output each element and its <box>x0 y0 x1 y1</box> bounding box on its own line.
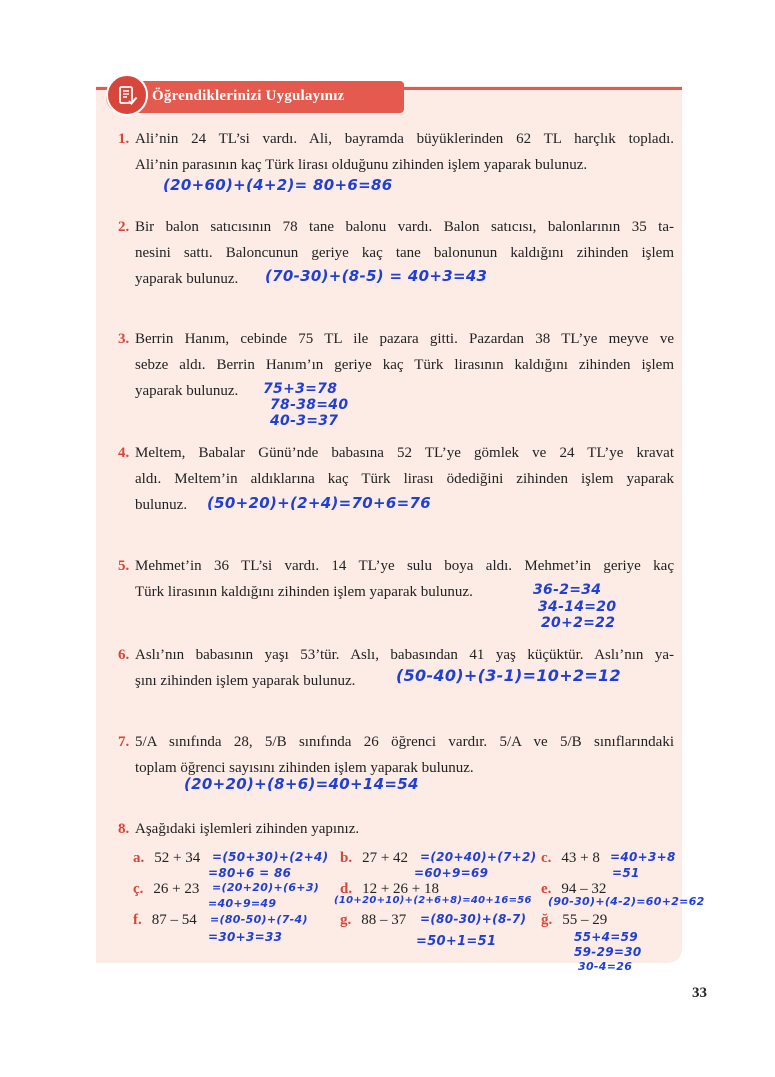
question-number: 8. <box>118 821 130 837</box>
question-text: Meltem, Babalar Günü’nde babasına 52 TL’ye gömlek ve 24 TL’ye kravat <box>135 445 674 461</box>
handwritten-answer: =51 <box>612 866 640 880</box>
worksheet-check-icon <box>106 74 148 116</box>
subproblem-expression: 27 + 42 <box>362 850 409 866</box>
question-text: yaparak bulunuz. <box>135 383 239 399</box>
handwritten-answer: (70-30)+(8-5) = 40+3=43 <box>265 267 488 285</box>
question-text: bulunuz. <box>135 497 188 513</box>
question-text: Berrin Hanım, cebinde 75 TL ile pazara gitti. Pazardan 38 TL’ye meyve ve <box>135 331 674 347</box>
question-1 <box>118 126 674 178</box>
subproblem-expression: 55 – 29 <box>562 912 608 928</box>
handwritten-answer: =60+9=69 <box>414 866 489 880</box>
question-text: Bir balon satıcısının 78 tane balonu vardı. Balon satıcısı, balonlarının 35 ta- <box>135 219 674 235</box>
handwritten-answer: =(80-30)+(8-7) <box>420 912 527 926</box>
question-text: Aslı’nın babasının yaşı 53’tür. Aslı, babasından 41 yaş küçüktür. Aslı’nın ya- <box>135 647 674 663</box>
handwritten-answer: 78-38=40 <box>270 397 349 413</box>
question-text: Ali’nin parasının kaç Türk lirası olduğunu zihinden işlem yaparak bulunuz. <box>135 157 588 173</box>
handwritten-answer: (20+60)+(4+2)= 80+6=86 <box>163 176 393 194</box>
question-number: 6. <box>118 647 130 663</box>
subproblem-expression: 52 + 34 <box>154 850 201 866</box>
question-text: şını zihinden işlem yaparak bulunuz. <box>135 673 356 689</box>
subproblem-c <box>541 850 600 867</box>
subproblem-b <box>340 850 408 867</box>
handwritten-answer: =80+6 = 86 <box>208 866 292 880</box>
handwritten-answer: =40+9=49 <box>208 897 277 910</box>
question-7 <box>118 729 674 781</box>
subproblem-letter: f. <box>133 912 142 928</box>
subproblem-expression: 94 – 32 <box>561 881 607 897</box>
handwritten-answer: =(20+40)+(7+2) <box>420 850 537 864</box>
handwritten-answer: =(50+30)+(2+4) <box>212 850 329 864</box>
question-number: 5. <box>118 558 130 574</box>
handwritten-answer: 20+2=22 <box>541 615 616 631</box>
question-number: 7. <box>118 734 130 750</box>
subproblem-expression: 87 – 54 <box>151 912 197 928</box>
subproblem-letter: ğ. <box>541 912 553 928</box>
handwritten-answer: (50-40)+(3-1)=10+2=12 <box>396 666 621 685</box>
question-number: 1. <box>118 131 130 147</box>
question-text: Ali’nin 24 TL’si vardı. Ali, bayramda büyüklerinden 62 TL harçlık topladı. <box>135 131 674 147</box>
handwritten-answer: (90-30)+(4-2)=60+2=62 <box>548 895 705 908</box>
section-title: Öğrendiklerinizi Uygulayınız <box>152 88 345 104</box>
subproblem-letter: b. <box>340 850 353 866</box>
question-text: Mehmet’in 36 TL’si vardı. 14 TL’ye sulu boya aldı. Mehmet’in geriye kaç <box>135 558 674 574</box>
subproblem-letter: g. <box>340 912 352 928</box>
subproblem-g <box>340 912 406 929</box>
question-text: nesini sattı. Baloncunun geriye kaç tane balonunun kaldığını zihinden işlem <box>135 245 674 261</box>
question-text: toplam öğrenci sayısını zihinden işlem yaparak bulunuz. <box>135 760 474 776</box>
subproblem-expression: 26 + 23 <box>153 881 200 897</box>
question-text: 5/A sınıfında 28, 5/B sınıfında 26 öğrenci vardır. 5/A ve 5/B sınıflarındaki <box>135 734 674 750</box>
handwritten-answer: (10+20+10)+(2+6+8)=40+16=56 <box>334 895 532 906</box>
subproblem-g-breve <box>541 912 607 929</box>
subproblem-a <box>133 850 200 867</box>
subproblem-expression: 88 – 37 <box>361 912 407 928</box>
handwritten-answer: (20+20)+(8+6)=40+14=54 <box>184 775 419 793</box>
question-number: 4. <box>118 445 130 461</box>
question-number: 2. <box>118 219 130 235</box>
question-number: 3. <box>118 331 130 347</box>
subproblem-f <box>133 912 197 929</box>
question-8 <box>118 816 674 842</box>
question-3 <box>118 326 674 404</box>
subproblem-c-cedilla <box>133 881 199 898</box>
handwritten-answer: 34-14=20 <box>538 599 617 615</box>
handwritten-answer: =(80-50)+(7-4) <box>210 913 308 926</box>
handwritten-answer: 40-3=37 <box>270 413 339 429</box>
handwritten-answer: =40+3+8 <box>610 850 676 864</box>
page-number: 33 <box>692 985 707 1001</box>
handwritten-answer: 36-2=34 <box>533 582 602 598</box>
handwritten-answer: 75+3=78 <box>263 381 338 397</box>
subproblem-letter: a. <box>133 850 145 866</box>
subproblem-letter: ç. <box>133 881 144 897</box>
handwritten-answer: 30-4=26 <box>578 960 633 973</box>
question-text: sebze aldı. Berrin Hanım’ın geriye kaç Türk lirasının kaldığını zihinden işlem <box>135 357 674 373</box>
handwritten-answer: =30+3=33 <box>208 930 283 944</box>
handwritten-answer: (50+20)+(2+4)=70+6=76 <box>207 494 431 512</box>
subproblem-letter: c. <box>541 850 552 866</box>
question-text: Türk lirasının kaldığını zihinden işlem yaparak bulunuz. <box>135 584 473 600</box>
subproblem-letter: e. <box>541 881 552 897</box>
handwritten-answer: 55+4=59 <box>574 930 638 944</box>
question-text: aldı. Meltem’in aldıklarına kaç Türk lirası ödediğini zihinden işlem yaparak <box>135 471 674 487</box>
handwritten-answer: =50+1=51 <box>416 934 497 949</box>
subproblem-expression: 12 + 26 + 18 <box>362 881 440 897</box>
subproblem-letter: d. <box>340 881 353 897</box>
question-text: Aşağıdaki işlemleri zihinden yapınız. <box>135 821 360 837</box>
subproblem-expression: 43 + 8 <box>561 850 600 866</box>
handwritten-answer: =(20+20)+(6+3) <box>212 881 320 894</box>
handwritten-answer: 59-29=30 <box>574 945 642 959</box>
question-text: yaparak bulunuz. <box>135 271 239 287</box>
